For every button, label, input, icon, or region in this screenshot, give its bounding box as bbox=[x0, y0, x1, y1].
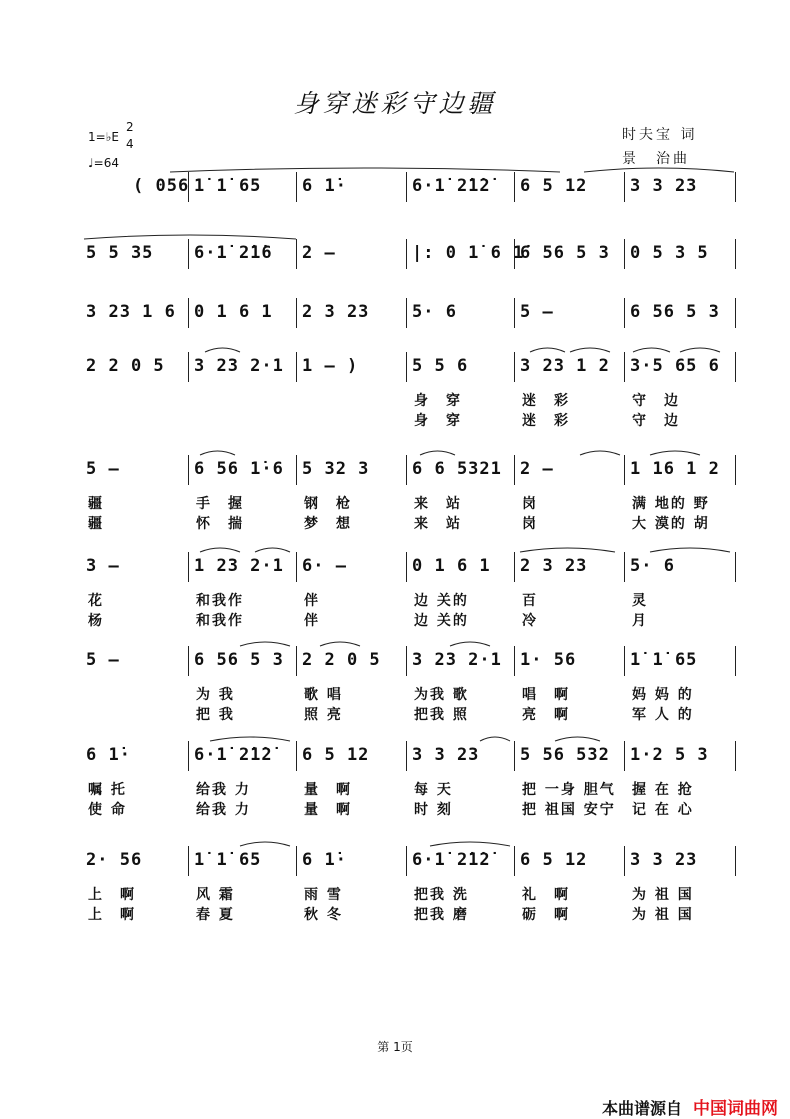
lyric-verse-2: 为 祖 国 bbox=[632, 907, 694, 923]
measure-notes: 3 23 2·1 bbox=[412, 650, 502, 670]
measure-notes: 6 1̇· bbox=[86, 745, 131, 765]
lyric-verse-2: 使 命 bbox=[88, 802, 127, 818]
measure-notes: ( 056 bbox=[133, 176, 190, 196]
lyric-verse-2: 身 穿 bbox=[414, 413, 462, 429]
measure-notes: 6 6 5321 bbox=[412, 459, 502, 479]
slur bbox=[84, 235, 296, 239]
slur bbox=[650, 451, 700, 455]
measure-notes: 6 1̇· bbox=[302, 176, 347, 196]
measure-notes: 0 5 3 5 bbox=[630, 243, 709, 263]
slur bbox=[255, 548, 290, 552]
time-signature-top: 2 bbox=[126, 120, 134, 134]
measure-notes: 2 2 0 5 bbox=[302, 650, 381, 670]
measure-notes: 5· 6 bbox=[630, 556, 675, 576]
slur bbox=[555, 737, 600, 741]
slur bbox=[480, 737, 510, 741]
measure-notes: 6 5 12 bbox=[520, 176, 588, 196]
lyric-verse-2: 照 亮 bbox=[304, 707, 343, 723]
lyric-verse-1: 唱 啊 bbox=[522, 687, 570, 703]
lyric-verse-2: 给我 力 bbox=[196, 802, 251, 818]
measure-notes: 1 23 2·1 bbox=[194, 556, 284, 576]
measure-notes: 1·2 5 3 bbox=[630, 745, 709, 765]
lyric-verse-1: 为我 歌 bbox=[414, 687, 469, 703]
lyric-verse-2: 疆 bbox=[88, 516, 104, 532]
measure-notes: 2 2 0 5 bbox=[86, 356, 165, 376]
lyric-verse-2: 伴 bbox=[304, 613, 320, 629]
lyric-verse-2: 把我 照 bbox=[414, 707, 469, 723]
lyric-verse-1: 礼 啊 bbox=[522, 887, 570, 903]
measure-notes: 5 – bbox=[86, 459, 120, 479]
slur bbox=[633, 348, 670, 352]
lyric-verse-1: 为 祖 国 bbox=[632, 887, 694, 903]
lyric-verse-2: 月 bbox=[632, 613, 648, 629]
measure-notes: 3 3 23 bbox=[630, 176, 698, 196]
lyric-verse-1: 来 站 bbox=[414, 496, 462, 512]
slur bbox=[450, 642, 490, 646]
lyric-verse-1: 边 关的 bbox=[414, 593, 469, 609]
tempo-marking: ♩=64 bbox=[88, 156, 119, 170]
measure-notes: 5 – bbox=[520, 302, 554, 322]
lyric-verse-1: 满 地的 野 bbox=[632, 496, 710, 512]
lyric-verse-2: 来 站 bbox=[414, 516, 462, 532]
lyric-verse-2: 军 人 的 bbox=[632, 707, 694, 723]
slur bbox=[530, 348, 565, 352]
measure-notes: 2 3 23 bbox=[302, 302, 370, 322]
measure-notes: 5 32 3 bbox=[302, 459, 370, 479]
measure-notes: 3 3 23 bbox=[412, 745, 480, 765]
lyric-verse-1: 量 啊 bbox=[304, 782, 352, 798]
lyric-verse-2: 怀 揣 bbox=[196, 516, 244, 532]
lyric-verse-1: 妈 妈 的 bbox=[632, 687, 694, 703]
lyric-verse-1: 百 bbox=[522, 593, 538, 609]
measure-notes: 1̇ 1̇ 65 bbox=[630, 650, 698, 670]
source-label: 本曲谱源自 bbox=[601, 1099, 682, 1118]
lyric-verse-2: 记 在 心 bbox=[632, 802, 694, 818]
measure-notes: 6 56 5 3 bbox=[520, 243, 610, 263]
measure-notes: |: 0 1̇ 6 1̇ bbox=[412, 243, 525, 263]
lyric-verse-1: 雨 雪 bbox=[304, 887, 343, 903]
measure-notes: 5 – bbox=[86, 650, 120, 670]
song-title: 身穿迷彩守边疆 bbox=[293, 89, 497, 118]
measure-notes: 1· 56 bbox=[520, 650, 577, 670]
lyric-verse-2: 砺 啊 bbox=[522, 907, 570, 923]
measure-notes: 6 56 5 3 bbox=[630, 302, 720, 322]
lyric-verse-1: 疆 bbox=[88, 496, 104, 512]
lyric-verse-1: 给我 力 bbox=[196, 782, 251, 798]
slur bbox=[430, 842, 510, 846]
measure-notes: 3 23 1 2 bbox=[520, 356, 610, 376]
composer-credit: 景 治曲 bbox=[622, 151, 690, 167]
measure-notes: 2 3 23 bbox=[520, 556, 588, 576]
key-signature: 1=♭E bbox=[88, 130, 119, 144]
lyric-verse-1: 守 边 bbox=[632, 393, 680, 409]
slur bbox=[240, 842, 290, 846]
lyric-verse-2: 亮 啊 bbox=[522, 707, 570, 723]
measure-notes: 5 56 532 bbox=[520, 745, 610, 765]
slur bbox=[580, 451, 620, 455]
slur bbox=[210, 737, 290, 741]
lyric-verse-2: 量 啊 bbox=[304, 802, 352, 818]
lyric-verse-1: 花 bbox=[88, 593, 104, 609]
lyric-verse-1: 上 啊 bbox=[88, 887, 136, 903]
lyric-verse-1: 握 在 抢 bbox=[632, 782, 694, 798]
measure-notes: 2 – bbox=[520, 459, 554, 479]
lyric-verse-2: 把我 磨 bbox=[414, 907, 469, 923]
measure-notes: 1 – ) bbox=[302, 356, 359, 376]
slur bbox=[420, 451, 455, 455]
measure-notes: 3 23 1 6 bbox=[86, 302, 176, 322]
measure-notes: 2 – bbox=[302, 243, 336, 263]
lyric-verse-1: 为 我 bbox=[196, 687, 235, 703]
slur bbox=[520, 548, 615, 552]
lyric-verse-2: 春 夏 bbox=[196, 907, 235, 923]
lyric-verse-1: 每 天 bbox=[414, 782, 453, 798]
lyric-verse-2: 梦 想 bbox=[304, 516, 352, 532]
lyric-verse-1: 把我 洗 bbox=[414, 887, 469, 903]
measure-notes: 2· 56 bbox=[86, 850, 143, 870]
measure-notes: 6·1̇ 2̇1̇2̇ bbox=[412, 850, 491, 870]
measure-notes: 6 5 12 bbox=[302, 745, 370, 765]
measure-notes: 1̇ 1̇ 65 bbox=[194, 850, 262, 870]
lyric-verse-2: 边 关的 bbox=[414, 613, 469, 629]
lyric-verse-2: 大 漠的 胡 bbox=[632, 516, 710, 532]
lyric-verse-2: 时 刻 bbox=[414, 802, 453, 818]
slur bbox=[584, 168, 734, 172]
lyric-verse-1: 迷 彩 bbox=[522, 393, 570, 409]
lyric-verse-2: 把 我 bbox=[196, 707, 235, 723]
lyric-verse-2: 把 祖国 安宁 bbox=[522, 802, 616, 818]
lyric-verse-1: 嘱 托 bbox=[88, 782, 127, 798]
measure-notes: 6 5 12 bbox=[520, 850, 588, 870]
measure-notes: 3 23 2·1 bbox=[194, 356, 284, 376]
measure-notes: 6·1̇ 2̇1̇2̇ bbox=[412, 176, 491, 196]
slur bbox=[205, 348, 240, 352]
slur bbox=[200, 451, 235, 455]
lyric-verse-1: 和我作 bbox=[196, 593, 244, 609]
lyric-verse-1: 歌 唱 bbox=[304, 687, 343, 703]
time-signature-bottom: 4 bbox=[126, 137, 134, 151]
lyric-verse-1: 把 一身 胆气 bbox=[522, 782, 616, 798]
measure-notes: 5· 6 bbox=[412, 302, 457, 322]
measure-notes: 0 1 6 1 bbox=[412, 556, 491, 576]
lyric-verse-2: 秋 冬 bbox=[304, 907, 343, 923]
measure-notes: 6 56 1̇·6 bbox=[194, 459, 284, 479]
site-name: 中国词曲网 bbox=[693, 1099, 778, 1119]
lyric-verse-1: 风 霜 bbox=[196, 887, 235, 903]
lyric-verse-1: 身 穿 bbox=[414, 393, 462, 409]
lyric-verse-1: 岗 bbox=[522, 496, 538, 512]
lyric-verse-1: 钢 枪 bbox=[304, 496, 352, 512]
slur bbox=[200, 548, 240, 552]
slur bbox=[680, 348, 720, 352]
measure-notes: 6·1̇ 2̇1̇6 bbox=[194, 243, 273, 263]
measure-notes: 6 56 5 3 bbox=[194, 650, 284, 670]
slur bbox=[650, 548, 730, 552]
measure-notes: 1 16 1 2 bbox=[630, 459, 720, 479]
measure-notes: 6 1̇· bbox=[302, 850, 347, 870]
measure-notes: 3·5 65 6 bbox=[630, 356, 720, 376]
measure-notes: 5 5 6 bbox=[412, 356, 469, 376]
measure-notes: 1̇ 1̇ 65 bbox=[194, 176, 262, 196]
slur bbox=[240, 642, 290, 646]
measure-notes: 0 1 6 1 bbox=[194, 302, 273, 322]
page-number: 第 1页 bbox=[377, 1040, 413, 1054]
slur bbox=[320, 642, 360, 646]
lyric-verse-2: 冷 bbox=[522, 613, 538, 629]
slur bbox=[570, 348, 610, 352]
lyric-verse-2: 迷 彩 bbox=[522, 413, 570, 429]
lyric-verse-1: 伴 bbox=[304, 593, 320, 609]
lyric-verse-2: 守 边 bbox=[632, 413, 680, 429]
lyric-verse-2: 岗 bbox=[522, 516, 538, 532]
measure-notes: 5 5 35 bbox=[86, 243, 154, 263]
lyric-verse-2: 杨 bbox=[88, 613, 104, 629]
lyric-verse-2: 上 啊 bbox=[88, 907, 136, 923]
slur bbox=[170, 168, 560, 172]
lyric-verse-1: 手 握 bbox=[196, 496, 244, 512]
measure-notes: 3 – bbox=[86, 556, 120, 576]
lyric-verse-1: 灵 bbox=[632, 593, 648, 609]
measure-notes: 6· – bbox=[302, 556, 347, 576]
lyricist-credit: 时夫宝 词 bbox=[622, 127, 698, 143]
measure-notes: 6·1̇ 2̇1̇2̇ bbox=[194, 745, 273, 765]
measure-notes: 3 3 23 bbox=[630, 850, 698, 870]
lyric-verse-2: 和我作 bbox=[196, 613, 244, 629]
